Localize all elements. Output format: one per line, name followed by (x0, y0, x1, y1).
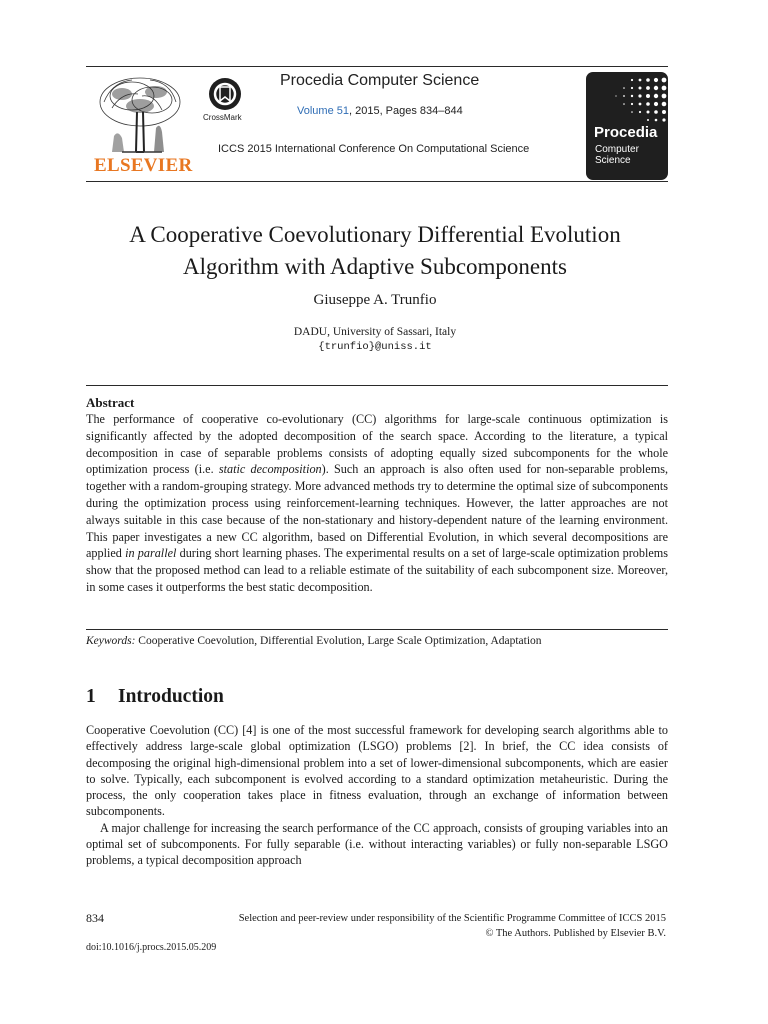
volume-info (297, 105, 463, 117)
paper-author: Giuseppe A. Trunfio (313, 292, 437, 308)
keywords (86, 635, 542, 647)
procedia-logo-subtitle: Computer Science (595, 144, 639, 166)
procedia-logo (586, 72, 668, 180)
abstract-heading: Abstract (86, 395, 135, 410)
keywords-list: Cooperative Coevolution, Differential Evolution, Large Scale Optimization, Adaptation (138, 635, 542, 647)
volume-pages: , 2015, Pages 834–844 (348, 105, 463, 117)
intro-paragraph: Cooperative Coevolution (CC) [4] is one of the most successful framework for developing search algorithms able to effectively address large-scale global optimization (LSGO) problems [2]. In brief, the CC idea consists of decomposing the original high-dimensional problem into a set of lower-dimensional subcomponents, which are easier to solve. Typically, each subcomponent is evolved according to a standard optimization metaheuristic. During the process, the only cooperation takes place in fitness evaluation, through an exchange of information between subcomponents. (86, 723, 668, 819)
abstract-text: The performance of cooperative co-evolutionary (CC) algorithms for large-scale continuous optimization is significantly affected by the adopted decomposition of the search space. According to the literature, a typical decomposition in case of separable problems consists of adopting equally sized subcomponents for the whole optimization process (i.e. static decomposition). Such an approach is also often used for non-separable problems, together with a random-grouping strategy. More advanced methods try to determine the optimal size of subcomponents during the optimization process using reinforcement-learning techniques. However, the latter approaches are not always suitable in this case because of the non-stationary and history-dependent nature of the learning environment. This paper investigates a new CC algorithm, based on Differential Evolution, in which several decompositions are applied in parallel during short learning phases. The experimental results on a set of large-scale optimization problems show that the proposed method can lead to a reliable estimate of the suitability of each subcomponent size. Moreover, in some cases it outperforms the best static decomposition. (86, 412, 668, 594)
header-top-rule (86, 66, 668, 67)
header-bottom-rule (86, 181, 668, 182)
abstract-top-rule (86, 385, 668, 386)
introduction-body (86, 722, 668, 869)
procedia-dots-graphic (606, 74, 668, 122)
intro-paragraph: A major challenge for increasing the search performance of the CC approach, consists of grouping variables into an optimal set of subcomponents. For fully separable (i.e. without interacting variables) or fully non-separable LSGO problems, a typical decomposition approach (86, 820, 668, 868)
author-affiliation: DADU, University of Sassari, Italy {trunfio}@uniss.it (0, 325, 750, 355)
journal-name: Procedia Computer Science (280, 72, 480, 89)
elsevier-logo-text: ELSEVIER (94, 155, 193, 176)
procedia-logo-name: Procedia (594, 124, 658, 141)
paper-title: A Cooperative Coevolutionary Differential Evolution Algorithm with Adaptive Subcomponents (129, 222, 621, 279)
elsevier-tree-logo (92, 72, 188, 156)
keywords-rule (86, 629, 668, 630)
volume-link[interactable]: Volume 51 (297, 105, 349, 117)
conference-name: ICCS 2015 International Conference On Computational Science (218, 143, 530, 155)
crossmark-icon[interactable] (207, 76, 243, 112)
footer-notice: Selection and peer-review under responsibility of the Scientific Programme Committee of ICCS 2015 © The Authors. Published by Elsevier B.V. (238, 913, 666, 939)
doi-link[interactable]: doi:10.1016/j.procs.2015.05.209 (86, 942, 217, 953)
author-email: {trunfio}@uniss.it (318, 341, 432, 353)
crossmark-label[interactable]: CrossMark (203, 113, 242, 122)
page-number: 834 (86, 911, 104, 925)
section-heading-introduction: 1 Introduction (86, 686, 224, 707)
keywords-label: Keywords: (86, 635, 136, 647)
